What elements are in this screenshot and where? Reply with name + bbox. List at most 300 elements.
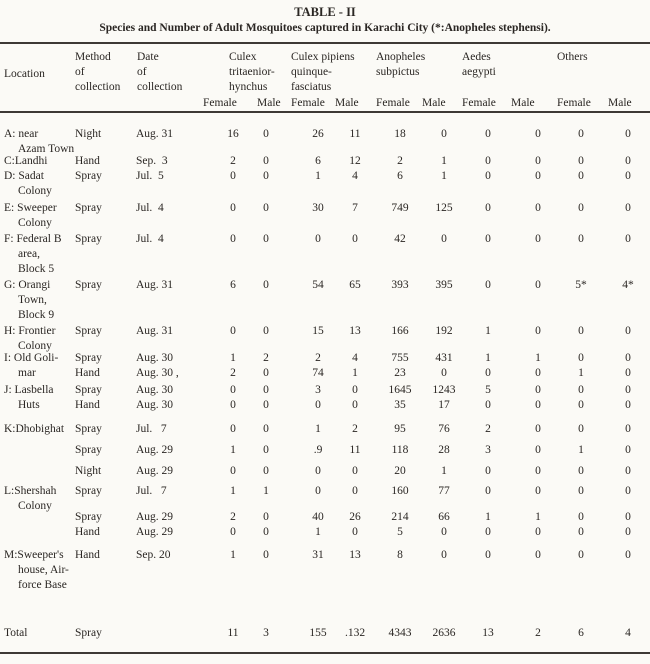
value-cell: 0	[263, 423, 269, 435]
value-cell: 0	[263, 128, 269, 140]
value-cell: 155	[309, 627, 327, 639]
date-cell: Aug. 31	[136, 325, 174, 337]
location-text: Block 9	[18, 309, 55, 321]
value-cell: 0	[535, 325, 541, 337]
value-cell: 0	[535, 279, 541, 291]
value-cell: 16	[227, 128, 239, 140]
value-cell: 77	[438, 485, 450, 497]
method-cell: Night	[75, 128, 102, 140]
value-cell: 0	[625, 485, 631, 497]
date-cell: Aug. 29	[136, 526, 174, 538]
value-cell: 4	[352, 352, 358, 364]
value-cell: 1645	[388, 384, 412, 396]
value-cell: 0	[352, 526, 358, 538]
value-cell: 2	[315, 352, 321, 364]
value-cell: 0	[230, 233, 236, 245]
header-date: Date	[137, 51, 159, 63]
location-text: force Base	[18, 579, 67, 591]
location-text: Colony	[18, 185, 52, 197]
location-text: Azam Town	[18, 143, 75, 155]
value-cell: 0	[578, 170, 584, 182]
value-cell: 4*	[622, 279, 634, 291]
value-cell: 23	[394, 367, 406, 379]
value-cell: 0	[578, 511, 584, 523]
value-cell: 0	[578, 233, 584, 245]
value-cell: 8	[397, 549, 403, 561]
value-cell: 0	[230, 170, 236, 182]
value-cell: 0	[625, 511, 631, 523]
location-cell	[4, 422, 64, 437]
value-cell: 2	[230, 155, 236, 167]
value-cell: 0	[578, 399, 584, 411]
method-cell: Spray	[75, 444, 102, 456]
value-cell: 0	[230, 423, 236, 435]
value-cell: 125	[435, 202, 453, 214]
header-rule	[0, 111, 650, 113]
value-cell: 0	[315, 233, 321, 245]
location-cell	[4, 626, 27, 641]
value-cell: 3	[315, 384, 321, 396]
value-cell: 0	[535, 549, 541, 561]
value-cell: 2	[230, 367, 236, 379]
value-cell: 1	[315, 423, 321, 435]
value-cell: 0	[230, 384, 236, 396]
value-cell: 0	[485, 485, 491, 497]
value-cell: 1	[485, 352, 491, 364]
location-cell	[4, 548, 69, 593]
value-cell: 0	[485, 155, 491, 167]
value-cell: 0	[625, 155, 631, 167]
value-cell: 65	[349, 279, 361, 291]
value-cell: 0	[263, 170, 269, 182]
date-cell: Jul. 4	[136, 233, 164, 245]
method-cell: Spray	[75, 202, 102, 214]
header-female: Female	[291, 97, 325, 109]
value-cell: 0	[625, 549, 631, 561]
value-cell: 0	[535, 485, 541, 497]
value-cell: 118	[391, 444, 409, 456]
value-cell: 0	[485, 128, 491, 140]
value-cell: 3	[263, 627, 269, 639]
value-cell: 1	[441, 155, 447, 167]
value-cell: 0	[315, 465, 321, 477]
value-cell: 0	[578, 526, 584, 538]
value-cell: 1	[263, 485, 269, 497]
header-male: Male	[335, 97, 359, 109]
bottom-rule	[0, 652, 650, 654]
location-cell	[4, 278, 54, 323]
value-cell: 0	[625, 423, 631, 435]
header-species-name: Culex pipiens	[291, 51, 355, 63]
value-cell: 0	[263, 399, 269, 411]
date-cell: Aug. 30	[136, 384, 174, 396]
value-cell: 0	[263, 384, 269, 396]
value-cell: 66	[438, 511, 450, 523]
value-cell: 0	[625, 526, 631, 538]
location-text: C:Landhi	[4, 155, 48, 167]
date-cell: Aug. 30	[136, 399, 174, 411]
value-cell: 1	[230, 352, 236, 364]
value-cell: 11	[227, 627, 239, 639]
value-cell: 0	[485, 367, 491, 379]
value-cell: 0	[625, 367, 631, 379]
date-cell: Aug. 30 ,	[136, 367, 179, 379]
value-cell: 0	[263, 233, 269, 245]
location-text: H: Frontier	[4, 325, 56, 337]
value-cell: 0	[352, 233, 358, 245]
value-cell: 0	[263, 279, 269, 291]
location-cell	[4, 169, 52, 199]
header-method: collection	[75, 81, 121, 93]
header-species-name: fasciatus	[291, 81, 332, 93]
location-text: F: Federal B	[4, 233, 62, 245]
value-cell: 0	[263, 549, 269, 561]
location-cell	[4, 351, 58, 366]
header-female: Female	[376, 97, 410, 109]
value-cell: 0	[485, 526, 491, 538]
value-cell: 1	[578, 444, 584, 456]
value-cell: 4	[352, 170, 358, 182]
header-female: Female	[462, 97, 496, 109]
value-cell: 0	[263, 367, 269, 379]
value-cell: 12	[349, 155, 361, 167]
value-cell: 0	[485, 233, 491, 245]
location-text: A: near	[4, 128, 39, 140]
value-cell: 0	[625, 444, 631, 456]
value-cell: 0	[263, 511, 269, 523]
value-cell: 0	[230, 399, 236, 411]
value-cell: 6	[397, 170, 403, 182]
method-cell: Hand	[75, 526, 100, 538]
value-cell: 0	[535, 128, 541, 140]
value-cell: 0	[625, 128, 631, 140]
value-cell: 0	[263, 465, 269, 477]
value-cell: 0	[625, 233, 631, 245]
header-species-name: Others	[557, 51, 588, 63]
value-cell: 6	[230, 279, 236, 291]
value-cell: 0	[315, 399, 321, 411]
value-cell: 0	[263, 526, 269, 538]
location-text: house, Air-	[18, 564, 69, 576]
value-cell: 13	[349, 549, 361, 561]
location-cell	[4, 201, 57, 231]
location-cell	[4, 127, 74, 157]
header-date: of	[137, 66, 147, 78]
method-cell: Spray	[75, 627, 102, 639]
date-cell: Aug. 31	[136, 128, 174, 140]
location-cell	[4, 398, 40, 413]
value-cell: 0	[535, 526, 541, 538]
value-cell: 1	[441, 465, 447, 477]
location-cell	[4, 232, 62, 277]
value-cell: 76	[438, 423, 450, 435]
method-cell: Spray	[75, 170, 102, 182]
value-cell: 40	[312, 511, 324, 523]
location-text: I: Old Goli-	[4, 352, 59, 364]
header-male: Male	[257, 97, 281, 109]
value-cell: 749	[391, 202, 409, 214]
value-cell: 1	[352, 367, 358, 379]
value-cell: 2636	[432, 627, 456, 639]
value-cell: 0	[441, 233, 447, 245]
method-cell: Hand	[75, 155, 100, 167]
table-subtitle: Species and Number of Adult Mosquitoes captured in Karachi City (*:Anopheles stephensi).	[99, 22, 551, 34]
method-cell: Spray	[75, 384, 102, 396]
header-species-name: Aedes	[462, 51, 491, 63]
value-cell: 0	[625, 170, 631, 182]
value-cell: 4343	[388, 627, 412, 639]
value-cell: 7	[352, 202, 358, 214]
value-cell: 1	[535, 511, 541, 523]
method-cell: Spray	[75, 485, 102, 497]
value-cell: 0	[578, 549, 584, 561]
value-cell: 431	[435, 352, 453, 364]
value-cell: 74	[312, 367, 324, 379]
value-cell: 0	[352, 399, 358, 411]
value-cell: 1	[315, 526, 321, 538]
value-cell: 1	[230, 444, 236, 456]
value-cell: 0	[263, 202, 269, 214]
date-cell: Jul. 4	[136, 202, 164, 214]
value-cell: 0	[535, 170, 541, 182]
value-cell: 214	[391, 511, 409, 523]
value-cell: 1	[441, 170, 447, 182]
method-cell: Hand	[75, 399, 100, 411]
value-cell: 0	[485, 170, 491, 182]
location-cell	[4, 383, 54, 398]
value-cell: 6	[578, 627, 584, 639]
header-species-name: tritaenior-	[229, 66, 275, 78]
value-cell: 1	[485, 325, 491, 337]
value-cell: .9	[313, 444, 323, 456]
date-cell: Jul. 5	[136, 170, 164, 182]
value-cell: 1243	[432, 384, 456, 396]
header-species-name: aegypti	[462, 66, 496, 78]
value-cell: .132	[344, 627, 366, 639]
value-cell: 0	[535, 465, 541, 477]
value-cell: 26	[349, 511, 361, 523]
value-cell: 0	[352, 384, 358, 396]
value-cell: 0	[578, 202, 584, 214]
location-text: K:Dhobighat	[4, 423, 65, 435]
date-cell: Aug. 29	[136, 511, 174, 523]
date-cell: Aug. 29	[136, 444, 174, 456]
value-cell: 42	[394, 233, 406, 245]
value-cell: 17	[438, 399, 450, 411]
value-cell: 0	[625, 465, 631, 477]
value-cell: 0	[485, 465, 491, 477]
value-cell: 0	[315, 485, 321, 497]
value-cell: 2	[535, 627, 541, 639]
value-cell: 6	[315, 155, 321, 167]
method-cell: Spray	[75, 233, 102, 245]
value-cell: 0	[535, 444, 541, 456]
header-species-name: quinque-	[291, 66, 332, 78]
value-cell: 0	[625, 399, 631, 411]
value-cell: 0	[263, 444, 269, 456]
value-cell: 0	[485, 549, 491, 561]
header-location: Location	[4, 68, 45, 80]
value-cell: 0	[485, 399, 491, 411]
value-cell: 18	[394, 128, 406, 140]
header-male: Male	[608, 97, 632, 109]
value-cell: 0	[535, 202, 541, 214]
value-cell: 1	[315, 170, 321, 182]
value-cell: 2	[397, 155, 403, 167]
value-cell: 192	[435, 325, 453, 337]
value-cell: 26	[312, 128, 324, 140]
value-cell: 755	[391, 352, 409, 364]
value-cell: 0	[578, 423, 584, 435]
method-cell: Spray	[75, 279, 102, 291]
method-cell: Hand	[75, 367, 100, 379]
value-cell: 0	[578, 325, 584, 337]
value-cell: 0	[441, 367, 447, 379]
value-cell: 30	[312, 202, 324, 214]
table-title: TABLE - II	[294, 5, 356, 19]
location-cell	[4, 484, 56, 514]
value-cell: 0	[485, 202, 491, 214]
location-text: Total	[4, 627, 28, 639]
date-cell: Aug. 29	[136, 465, 174, 477]
location-text: E: Sweeper	[4, 202, 57, 214]
location-text: Colony	[18, 217, 52, 229]
value-cell: 4	[625, 627, 631, 639]
value-cell: 3	[485, 444, 491, 456]
method-cell: Spray	[75, 325, 102, 337]
value-cell: 0	[535, 155, 541, 167]
value-cell: 0	[625, 384, 631, 396]
value-cell: 0	[535, 423, 541, 435]
value-cell: 1	[230, 549, 236, 561]
value-cell: 0	[625, 202, 631, 214]
value-cell: 13	[349, 325, 361, 337]
value-cell: 0	[352, 485, 358, 497]
value-cell: 0	[263, 155, 269, 167]
value-cell: 15	[312, 325, 324, 337]
value-cell: 0	[625, 352, 631, 364]
value-cell: 54	[312, 279, 324, 291]
date-cell: Jul. 7	[136, 423, 167, 435]
value-cell: 393	[391, 279, 409, 291]
value-cell: 0	[263, 325, 269, 337]
value-cell: 11	[349, 128, 361, 140]
value-cell: 0	[535, 384, 541, 396]
location-text: D: Sadat	[4, 170, 44, 182]
method-cell: Spray	[75, 511, 102, 523]
value-cell: 0	[535, 233, 541, 245]
value-cell: 0	[578, 485, 584, 497]
location-text: Colony	[18, 500, 52, 512]
value-cell: 31	[312, 549, 324, 561]
value-cell: 5	[397, 526, 403, 538]
header-male: Male	[422, 97, 446, 109]
value-cell: 28	[438, 444, 450, 456]
value-cell: 2	[352, 423, 358, 435]
header-male: Male	[511, 97, 535, 109]
location-cell	[4, 324, 55, 354]
header-method: Method	[75, 51, 111, 63]
location-text: Block 5	[18, 263, 55, 275]
value-cell: 395	[435, 279, 453, 291]
value-cell: 0	[578, 128, 584, 140]
value-cell: 1	[578, 367, 584, 379]
value-cell: 0	[578, 352, 584, 364]
method-cell: Night	[75, 465, 102, 477]
date-cell: Jul. 7	[136, 485, 167, 497]
header-date: collection	[137, 81, 183, 93]
location-text: M:Sweeper's	[4, 549, 64, 561]
value-cell: 20	[394, 465, 406, 477]
value-cell: 0	[625, 325, 631, 337]
date-cell: Aug. 30	[136, 352, 174, 364]
value-cell: 0	[230, 202, 236, 214]
header-female: Female	[557, 97, 591, 109]
method-cell: Hand	[75, 549, 100, 561]
date-cell: Sep. 20	[136, 549, 171, 561]
value-cell: 0	[230, 526, 236, 538]
value-cell: 95	[394, 423, 406, 435]
method-cell: Spray	[75, 352, 102, 364]
location-cell	[4, 366, 36, 381]
value-cell: 5	[485, 384, 491, 396]
value-cell: 0	[230, 325, 236, 337]
location-text: G: Orangi	[4, 279, 51, 291]
value-cell: 0	[578, 155, 584, 167]
value-cell: 160	[391, 485, 409, 497]
value-cell: 166	[391, 325, 409, 337]
value-cell: 2	[230, 511, 236, 523]
method-cell: Spray	[75, 423, 102, 435]
value-cell: 0	[352, 465, 358, 477]
value-cell: 0	[441, 549, 447, 561]
value-cell: 2	[485, 423, 491, 435]
top-rule	[0, 42, 650, 44]
location-text: Town,	[18, 294, 47, 306]
header-method: of	[75, 66, 85, 78]
value-cell: 1	[535, 352, 541, 364]
header-female: Female	[203, 97, 237, 109]
location-text: Colony	[18, 340, 52, 352]
header-species-name: subpictus	[376, 66, 420, 78]
value-cell: 0	[485, 279, 491, 291]
value-cell: 11	[349, 444, 361, 456]
value-cell: 0	[535, 399, 541, 411]
location-text: J: Lasbella	[4, 384, 54, 396]
location-text: mar	[18, 367, 36, 379]
location-cell	[4, 154, 47, 169]
location-text: Huts	[18, 399, 40, 411]
value-cell: 5*	[575, 279, 587, 291]
value-cell: 0	[535, 367, 541, 379]
value-cell: 35	[394, 399, 406, 411]
value-cell: 0	[578, 465, 584, 477]
value-cell: 1	[230, 485, 236, 497]
value-cell: 0	[441, 526, 447, 538]
value-cell: 0	[230, 465, 236, 477]
location-text: area,	[18, 248, 41, 260]
date-cell: Sep. 3	[136, 155, 168, 167]
header-species-name: Culex	[229, 51, 257, 63]
value-cell: 13	[482, 627, 494, 639]
date-cell: Aug. 31	[136, 279, 174, 291]
value-cell: 0	[578, 384, 584, 396]
header-species-name: hynchus	[229, 81, 268, 93]
location-text: L:Shershah	[4, 485, 57, 497]
value-cell: 0	[441, 128, 447, 140]
header-species-name: Anopheles	[376, 51, 426, 63]
value-cell: 1	[485, 511, 491, 523]
